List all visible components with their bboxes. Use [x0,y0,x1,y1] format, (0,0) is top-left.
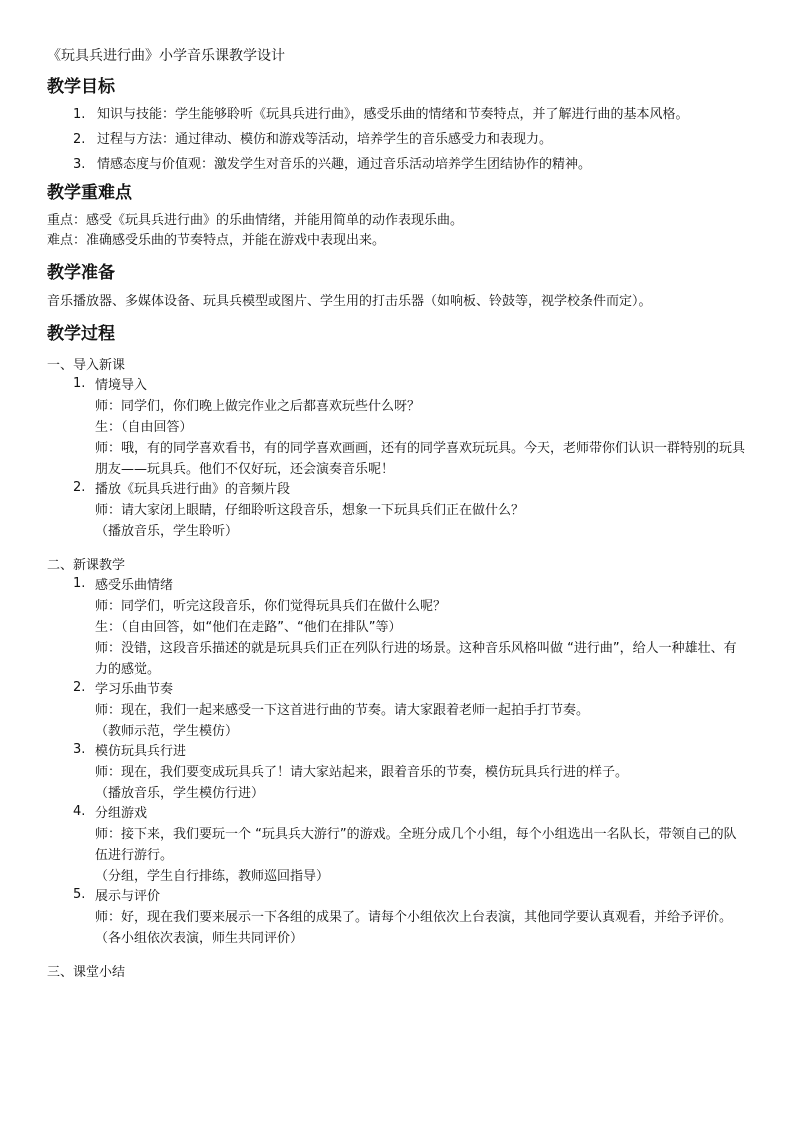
step-number: 2. [73,480,86,495]
step-line: 师：好，现在我们要来展示一下各组的成果了。请每个小组依次上台表演，其他同学要认真观看，并给予评价。 [95,910,733,925]
process-content [47,356,747,983]
step-line: 师：哦，有的同学喜欢看书，有的同学喜欢画画，还有的同学喜欢玩玩具。今天，老师带你们认识一群特别的玩具朋友——玩具兵。他们不仅好玩，还会演奏音乐呢！ [95,441,746,477]
objective-text: 过程与方法：通过律动、模仿和游戏等活动，培养学生的音乐感受力和表现力。 [97,132,553,147]
key-points-block [47,211,747,251]
step-title: 分组游戏 [95,806,148,821]
step-number: 1. [73,576,86,591]
process-step [47,742,747,804]
process-step [47,480,747,542]
objective-item [47,105,747,125]
process-part [47,356,747,542]
step-number: 4. [73,804,86,819]
part-spacer [47,949,747,963]
step-number: 5. [73,887,86,902]
step-line: （分组，学生自行排练，教师巡回指导） [95,869,330,884]
objective-number: 2. [73,132,86,147]
step-line: 师：现在，我们一起来感受一下这首进行曲的节奏。请大家跟着老师一起拍手打节奏。 [95,703,590,718]
objective-text: 知识与技能：学生能够聆听《玩具兵进行曲》，感受乐曲的情绪和节奏特点，并了解进行曲的基本风格。 [97,107,689,122]
section-heading-process: 教学过程 [47,324,115,344]
step-line: 师：请大家闭上眼睛，仔细聆听这段音乐，想象一下玩具兵们正在做什么？ [95,503,525,518]
step-line: 师：接下来，我们要玩一个 “玩具兵大游行”的游戏。全班分成几个小组，每个小组选出一名队长，带领自己的队伍进行游行。 [95,827,737,863]
step-line: 师：没错，这段音乐描述的就是玩具兵们正在列队行进的场景。这种音乐风格叫做 “进行曲”，给人一种雄壮、有力的感觉。 [95,641,737,677]
section-heading-objectives: 教学目标 [47,77,115,97]
step-number: 2. [73,680,86,695]
step-line: （播放音乐，学生聆听） [95,524,239,539]
document-page [47,46,747,983]
step-title: 情境导入 [95,378,148,393]
document-title: 《玩具兵进行曲》小学音乐课教学设计 [47,48,285,64]
process-step [47,887,747,949]
step-line: 师：现在，我们要变成玩具兵了！请大家站起来，跟着音乐的节奏，模仿玩具兵行进的样子。 [95,765,629,780]
step-number: 3. [73,742,86,757]
step-title: 播放《玩具兵进行曲》的音频片段 [95,482,291,497]
objective-number: 1. [73,107,86,122]
objective-text: 情感态度与价值观：激发学生对音乐的兴趣，通过音乐活动培养学生团结协作的精神。 [97,157,592,172]
preparation-text: 音乐播放器、多媒体设备、玩具兵模型或图片、学生用的打击乐器（如响板、铃鼓等，视学校条件而定）。 [47,294,652,309]
section-heading-preparation: 教学准备 [47,263,115,283]
process-step [47,576,747,680]
process-part [47,556,747,949]
step-line: 生：（自由回答，如“他们在走路”、“他们在排队”等） [95,620,402,635]
objective-item [47,155,747,175]
process-step [47,804,747,887]
step-title: 感受乐曲情绪 [95,578,174,593]
section-heading-key-points: 教学重难点 [47,183,132,203]
step-line: 师：同学们，你们晚上做完作业之后都喜欢玩些什么呀？ [95,399,421,414]
step-line: （播放音乐，学生模仿行进） [95,786,265,801]
part-spacer [47,542,747,556]
step-line: 生：（自由回答） [95,420,193,435]
process-step [47,376,747,480]
process-part-title: 二、新课教学 [47,558,126,573]
step-line: （各小组依次表演，师生共同评价） [95,931,304,946]
step-number: 1. [73,376,86,391]
step-title: 展示与评价 [95,889,161,904]
objectives-list [47,105,747,175]
process-part [47,963,747,983]
objective-item [47,130,747,150]
process-part-title: 三、课堂小结 [47,965,126,980]
step-line: （教师示范，学生模仿） [95,724,239,739]
step-title: 学习乐曲节奏 [95,682,174,697]
step-title: 模仿玩具兵行进 [95,744,187,759]
key-point-focus: 重点：感受《玩具兵进行曲》的乐曲情绪，并能用简单的动作表现乐曲。 [47,213,464,228]
preparation-block [47,291,747,312]
step-line: 师：同学们，听完这段音乐，你们觉得玩具兵们在做什么呢？ [95,599,447,614]
process-part-title: 一、导入新课 [47,358,126,373]
key-point-difficulty: 难点：准确感受乐曲的节奏特点，并能在游戏中表现出来。 [47,233,386,248]
objective-number: 3. [73,157,86,172]
process-step [47,680,747,742]
